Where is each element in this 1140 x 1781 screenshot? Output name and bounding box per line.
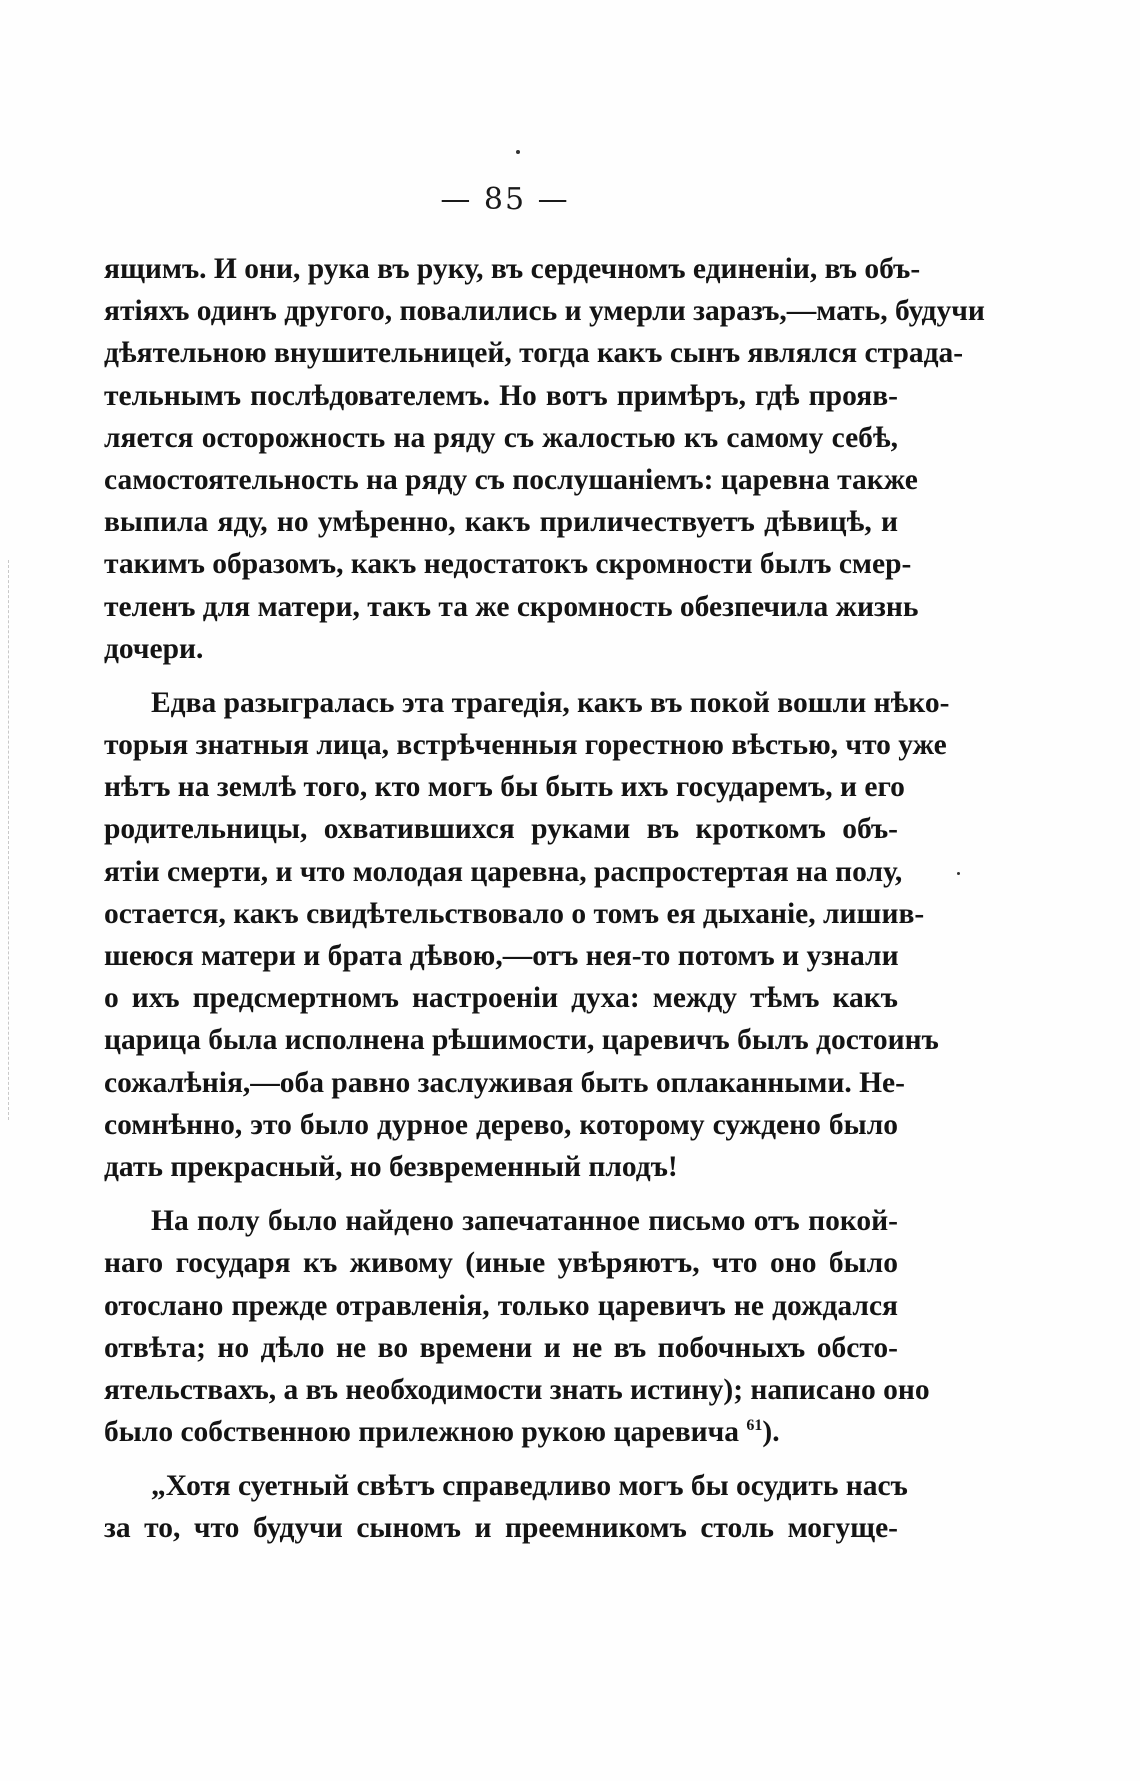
paragraph-2 <box>104 682 950 1188</box>
text-line: тельнымъ послѣдователемъ. Но вотъ примѣръ, гдѣ прояв- <box>104 379 898 412</box>
text-line: родительницы, охватившихся руками въ кроткомъ объ- <box>104 813 898 846</box>
text-line: торыя знатныя лица, встрѣченныя горестною вѣстью, что уже <box>104 729 947 762</box>
text-line: наго государя къ живому (иные увѣряютъ, что оно было <box>104 1247 898 1280</box>
text-line: ятіяхъ одинъ другого, повалились и умерли заразъ,—мать, будучи <box>104 295 985 328</box>
text-line: На полу было найдено запечатанное письмо отъ покой- <box>151 1205 898 1238</box>
scan-speck <box>957 872 960 875</box>
paragraph-3 <box>104 1200 930 1453</box>
text-line: царица была исполнена рѣшимости, царевичъ былъ достоинъ <box>104 1024 939 1057</box>
text-line: Едва разыгралась эта трагедія, какъ въ покой вошли нѣко- <box>151 686 950 719</box>
text-line <box>104 1411 898 1453</box>
scan-speck <box>516 150 520 154</box>
text-line: сожалѣнія,—оба равно заслуживая быть оплаканными. Не- <box>104 1066 905 1099</box>
text-line: ящимъ. И они, рука въ руку, въ сердечномъ единеніи, въ объ- <box>104 253 921 285</box>
page-number: — 85 — <box>440 182 570 217</box>
text-line: шеюся матери и брата дѣвою,—отъ нея-то потомъ и узнали <box>104 940 899 972</box>
text-line: выпила яду, но умѣренно, какъ приличествуетъ дѣвицѣ, и <box>104 506 898 539</box>
text-line: о ихъ предсмертномъ настроеніи духа: между тѣмъ какъ <box>104 982 898 1015</box>
text-line: „Хотя суетный свѣтъ справедливо могъ бы осудить насъ <box>151 1470 908 1503</box>
footnote-reference: 61 <box>746 1417 763 1435</box>
text-line: ятіи смерти, и что молодая царевна, распростертая на полу, <box>104 855 903 888</box>
paragraph-1 <box>104 248 985 670</box>
text-line: дочери. <box>104 632 204 665</box>
scan-margin-mark <box>8 560 13 1120</box>
text-line: ятельствахъ, а въ необходимости знать истину); написано оно <box>104 1373 930 1406</box>
text-line-tail: ). <box>762 1416 780 1449</box>
text-line-body: было собственною прилежною рукою царевича <box>104 1416 740 1449</box>
text-line: ляется осторожность на ряду съ жалостью къ самому себѣ, <box>104 421 898 454</box>
text-line: дать прекрасный, но безвременный плодъ! <box>104 1150 678 1183</box>
text-line: за то, что будучи сыномъ и преемникомъ столь могуще- <box>104 1512 898 1545</box>
text-line: отвѣта; но дѣло не во времени и не въ побочныхъ обсто- <box>104 1331 898 1364</box>
text-line: теленъ для матери, такъ та же скромность обезпечила жизнь <box>104 590 919 623</box>
text-line: отослано прежде отравленія, только царевичъ не дождался <box>104 1289 898 1322</box>
paragraph-4 <box>104 1465 908 1549</box>
text-line: нѣтъ на землѣ того, кто могъ бы быть ихъ государемъ, и его <box>104 771 905 804</box>
text-line: дѣятельною внушительницей, тогда какъ сынъ являлся страда- <box>104 337 964 370</box>
text-line: самостоятельность на ряду съ послушаніемъ: царевна также <box>104 463 918 496</box>
text-line: остается, какъ свидѣтельствовало о томъ ея дыханіе, лишив- <box>104 897 925 930</box>
text-line: такимъ образомъ, какъ недостатокъ скромности былъ смер- <box>104 548 912 581</box>
body-text <box>104 248 985 1550</box>
text-line: сомнѣнно, это было дурное дерево, которому суждено было <box>104 1108 898 1141</box>
